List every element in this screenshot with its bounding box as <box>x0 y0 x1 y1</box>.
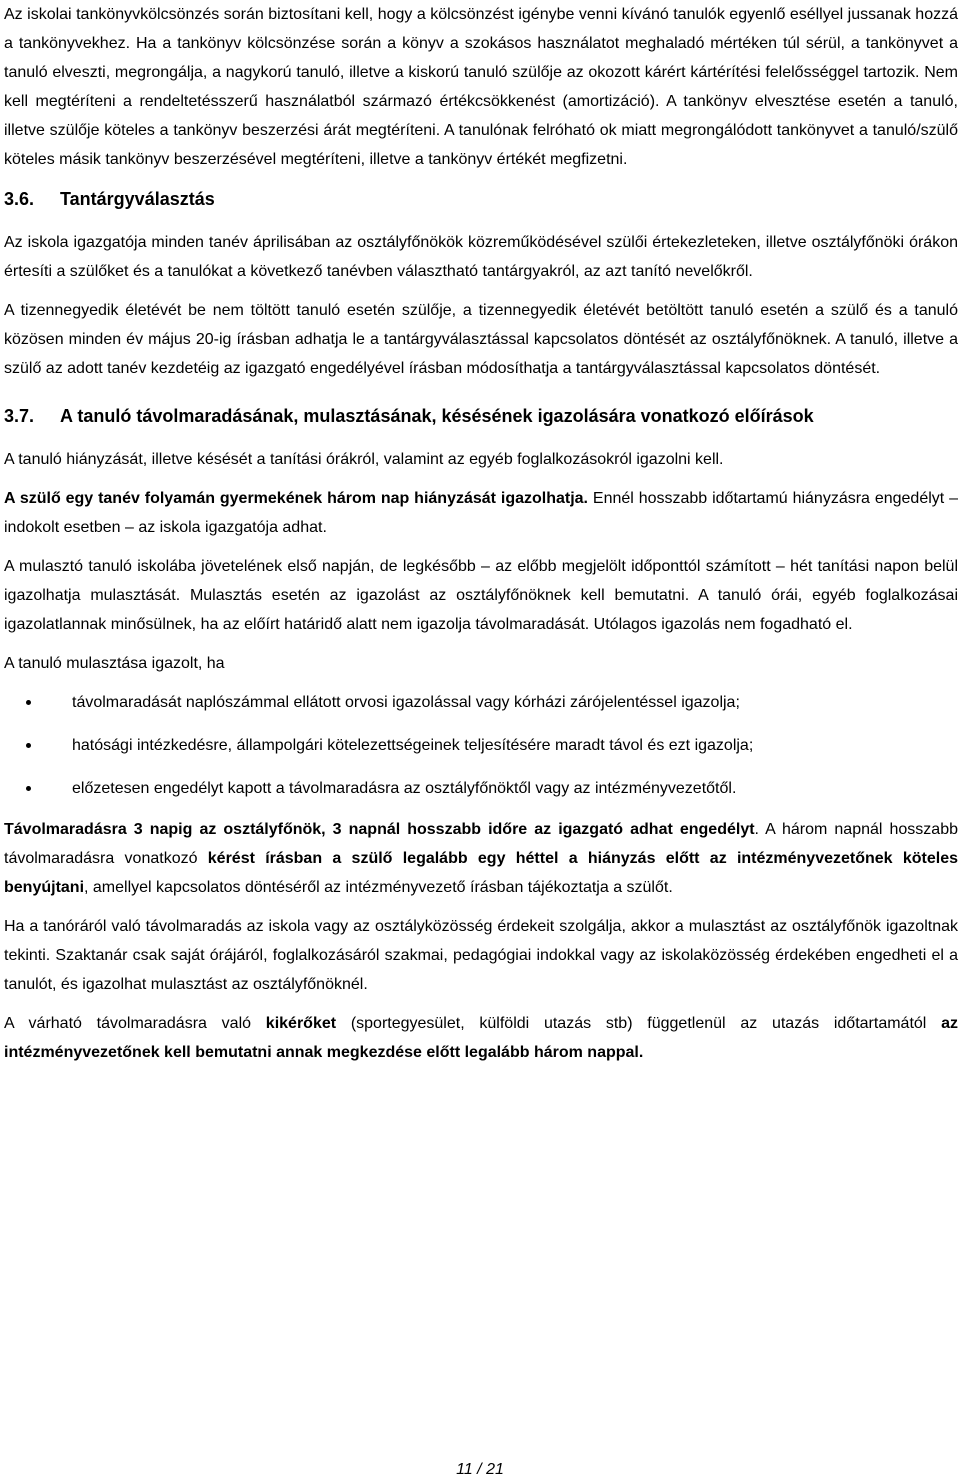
bold-text: Távolmaradásra 3 napig az osztályfőnök, 3 napnál hosszabb időre az igazgató adhat engedélyt <box>4 821 755 838</box>
list-item-text: hatósági intézkedésre, állampolgári kötelezettségeinek teljesítésére maradt távol és ezt igazolja; <box>72 737 754 754</box>
paragraph-leave-permission <box>4 815 958 902</box>
paragraph-text: , amellyel kapcsolatos döntéséről az intézményvezető írásban tájékoztatja a szülőt. <box>84 879 673 896</box>
bold-text: kérést írásban a szülő legalább egy héttel a hiányzás előtt az intézményvezetőnek köteles benyújtani <box>4 850 958 896</box>
list-item <box>4 688 958 717</box>
paragraph-textbook-lending <box>4 0 958 174</box>
paragraph-text: A várható távolmaradásra való <box>4 1015 266 1032</box>
section-number: 3.6. <box>4 189 35 209</box>
paragraph-text: . A három napnál hosszabb távolmaradásra vonatkozó <box>4 821 958 867</box>
paragraph-text: Ha a tanóráról való távolmaradás az iskola vagy az osztályközösség érdekeit szolgálja, akkor a mulasztást az osztályfőnök igazoltnak tekinti. Szaktanár csak saját órájáról, foglalkozásáról szakmai, pedagógiai indokkal vagy az iskolaközösség érdekében engedheti el a tanulót, és igazolhat mulasztást az osztályfőnöknél. <box>4 918 958 993</box>
paragraph-text: A mulasztó tanuló iskolába jövetelének első napján, de legkésőbb – az előbb megjelölt időponttól számított – hét tanítási napon belül igazolhatja mulasztását. Mulasztás esetén az igazolást az osztályfőnöknek kell bemutatni. A tanuló órái, egyéb foglalkozásai igazolatlannak minősülnek, ha az előírt határidő alatt nem igazolja távolmaradását. Utólagos igazolás nem fogadható el. <box>4 558 958 633</box>
section-heading-3-6 <box>4 182 958 216</box>
section-title: A tanuló távolmaradásának, mulasztásának, késésének igazolására vonatkozó előírások <box>60 406 814 426</box>
paragraph-subject-choice-deadline <box>4 296 958 383</box>
paragraph-parent-three-days <box>4 484 958 542</box>
bullet-icon <box>26 700 31 705</box>
paragraph-text: A tanuló hiányzását, illetve késését a tanítási órákról, valamint az egyéb foglalkozásokról igazolni kell. <box>4 451 724 468</box>
paragraph-school-interest <box>4 912 958 999</box>
paragraph-absence-justification <box>4 552 958 639</box>
list-item <box>4 731 958 760</box>
list-item-text: előzetesen engedélyt kapott a távolmaradásra az osztályfőnöktől vagy az intézményvezetőtől. <box>72 780 737 797</box>
paragraph-text: A tanuló mulasztása igazolt, ha <box>4 655 225 672</box>
page-number: 11 / 21 <box>456 1461 504 1478</box>
paragraph-text: Az iskolai tankönyvkölcsönzés során biztosítani kell, hogy a kölcsönzést igénybe venni kívánó tanulók egyenlő eséllyel jussanak hozzá a tankönyvekhez. Ha a tankönyv kölcsönzése során a könyv a szokásos használatot meghaladó mértéken túl sérül, a tankönyvet a tanuló elveszti, megrongálja, a nagykorú tanuló, illetve a kiskorú tanuló szülője az okozott kárért kártérítési felelősséggel tartozik. Nem kell megtéríteni a rendeltetésszerű használatból származó értékcsökkenést (amortizáció). A tankönyv elvesztése esetén a tanuló, illetve szülője köteles a tankönyv beszerzési árát megtéríteni. A tanulónak felróható ok miatt megrongálódott tankönyvet a tanuló/szülő köteles másik tankönyv beszerzésével megtéríteni, illetve a tankönyv értékét megfizetni. <box>4 6 958 168</box>
bold-text: A szülő egy tanév folyamán gyermekének három nap hiányzását igazolhatja. <box>4 490 589 507</box>
bullet-icon <box>26 743 31 748</box>
list-item <box>4 774 958 803</box>
document-page <box>4 0 958 1067</box>
section-number: 3.7. <box>4 406 35 426</box>
justification-list <box>4 688 958 803</box>
paragraph-absence-intro <box>4 445 958 474</box>
bold-text: az intézményvezetőnek kell bemutatni annak megkezdése előtt legalább három nappal. <box>4 1015 959 1061</box>
paragraph-text: A tizennegyedik életévét be nem töltött tanuló esetén szülője, a tizennegyedik életévét betöltött tanuló esetén a szülő és a tanuló közösen minden év május 20-ig írásban adhatja le a tantárgyválasztással kapcsolatos döntését az osztályfőnöknek. A tanuló, illetve a szülő az adott tanév kezdetéig az igazgató engedélyével írásban módosíthatja a tantárgyválasztással kapcsolatos döntését. <box>4 302 958 377</box>
bold-text: kikérőket <box>265 1015 337 1032</box>
paragraph-subject-choice-info <box>4 228 958 286</box>
bullet-icon <box>26 786 31 791</box>
paragraph-text: Ennél hosszabb időtartamú hiányzásra engedélyt – indokolt esetben – az iskola igazgatója adhat. <box>4 490 959 536</box>
paragraph-text: (sportegyesület, külföldi utazás stb) függetlenül az utazás időtartamától <box>336 1015 942 1032</box>
section-heading-3-7 <box>4 399 958 433</box>
section-title: Tantárgyválasztás <box>60 189 215 209</box>
paragraph-justified-if <box>4 649 958 678</box>
list-item-text: távolmaradását naplószámmal ellátott orvosi igazolással vagy kórházi zárójelentéssel igazolja; <box>72 694 740 711</box>
paragraph-text: Az iskola igazgatója minden tanév áprilisában az osztályfőnökök közreműködésével szülői értekezleteken, illetve osztályfőnöki órákon értesíti a szülőket és a tanulókat a következő tanévben választható tantárgyakról, az azt tanító nevelőkről. <box>4 234 958 280</box>
paragraph-expected-absence <box>4 1009 958 1067</box>
